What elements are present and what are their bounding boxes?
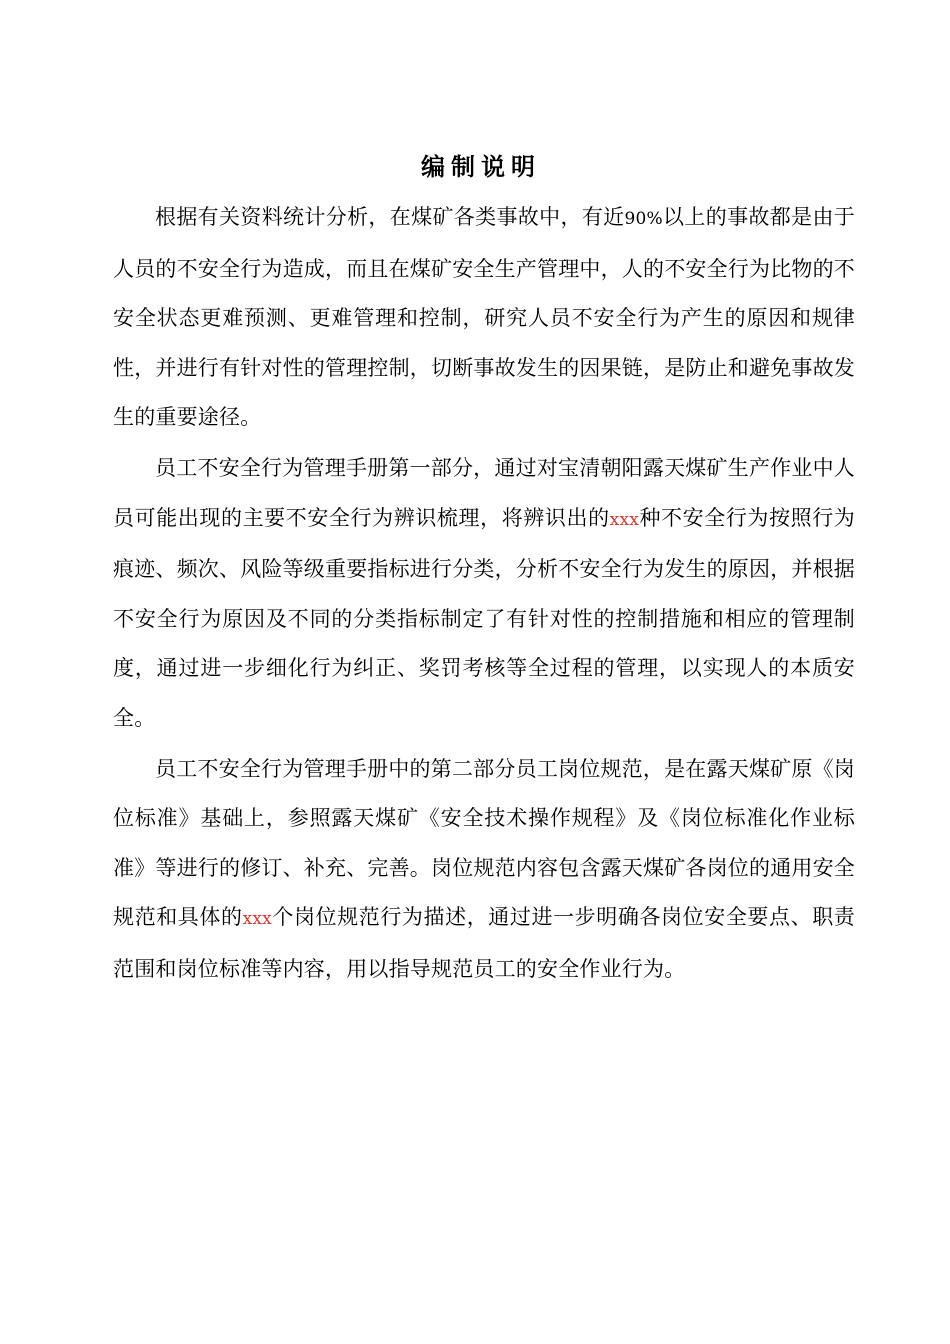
statistic-percentage: 90% xyxy=(624,209,663,229)
paragraph-3-text-a: 员工不安全行为管理手册中的第二部分员工岗位规范，是在露天煤矿原《岗位标准》基础上，参照露天煤矿《安全技术操作规程》及《岗位标准化作业标准》等进行的修订、补充、完善。岗位规范内容包含露天煤矿各岗位的通用安全规范和具体的 xyxy=(113,756,855,930)
paragraph-1-text-a: 根据有关资料统计分析，在煤矿各类事故中，有近 xyxy=(155,205,625,229)
paragraph-3 xyxy=(113,745,855,995)
paragraph-2-text-b: 种不安全行为按照行为痕迹、频次、风险等级重要指标进行分类，分析不安全行为发生的原因，并根据不安全行为原因及不同的分类指标制定了有针对性的控制措施和相应的管理制度，通过进一步细化行为纠正、奖罚考核等全过程的管理，以实现人的本质安全。 xyxy=(113,505,855,730)
document-title: 编制说明 xyxy=(421,153,541,181)
placeholder-count-job-norms: xxx xyxy=(242,909,272,930)
placeholder-count-unsafe-behaviors: xxx xyxy=(609,509,640,530)
document-body xyxy=(113,193,855,995)
paragraph-2-text-a: 员工不安全行为管理手册第一部分，通过对宝清朝阳露天煤矿生产作业中人员可能出现的主要不安全行为辨识梳理，将辨识出的 xyxy=(113,455,855,530)
paragraph-1-text-b: 以上的事故都是由于人员的不安全行为造成，而且在煤矿安全生产管理中，人的不安全行为比物的不安全状态更难预测、更难管理和控制，研究人员不安全行为产生的原因和规律性，并进行有针对性的管理控制，切断事故发生的因果链，是防止和避免事故发生的重要途径。 xyxy=(113,205,855,430)
paragraph-3-text-b: 个岗位规范行为描述，通过进一步明确各岗位安全要点、职责范围和岗位标准等内容，用以指导规范员工的安全作业行为。 xyxy=(113,905,855,981)
paragraph-2 xyxy=(113,444,855,744)
paragraph-1 xyxy=(113,193,855,443)
